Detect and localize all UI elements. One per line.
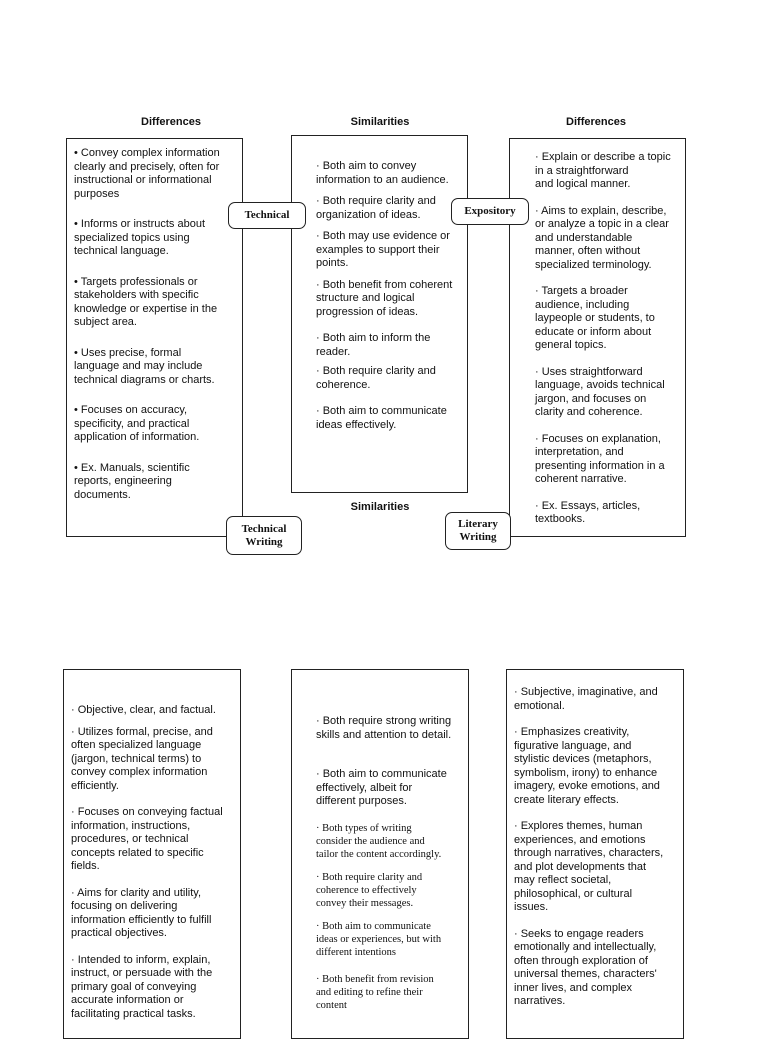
- list-item: · Uses straightforward language, avoids technical jargon, and focuses on clarity and coherence.: [535, 365, 665, 418]
- list-item: · Both aim to convey information to an audience.: [316, 160, 449, 186]
- serif-items-group: [316, 822, 462, 1012]
- technical-tag: Technical: [228, 202, 306, 229]
- list-item: · Both require strong writing skills and attention to detail.: [316, 715, 452, 741]
- list-item: · Targets a broader audience, including laypeople or students, to educate or inform about general topics.: [535, 285, 655, 351]
- list-item: · Aims to explain, describe, or analyze a topic in a clear and understandable manner, often without specialized terminology.: [535, 204, 669, 271]
- heading-similarities-top: Similarities: [350, 116, 410, 128]
- list-item: • Ex. Manuals, scientific reports, engineering documents.: [74, 461, 190, 501]
- list-item: · Explores themes, human experiences, and emotions through narratives, characters, and plot developments that may reflect societal, philosophical, or cultural issues.: [514, 820, 664, 913]
- list-item: · Both aim to communicate effectively, albeit for different purposes.: [316, 768, 447, 807]
- list-item: · Intended to inform, explain, instruct, or persuade with the primary goal of conveying accurate information or facilitating practical tasks.: [71, 953, 213, 1020]
- shared-traits-box: [291, 669, 469, 1039]
- expository-differences-box: [509, 138, 686, 537]
- heading-differences-left: Differences: [141, 116, 201, 128]
- list-item: · Emphasizes creativity, figurative language, and stylistic devices (metaphors, symbolism, irony) to enhance imagery, evoke emotions, and create literary effects.: [514, 726, 660, 806]
- list-item: • Informs or instructs about specialized topics using technical language.: [74, 218, 206, 257]
- list-item: • Focuses on accuracy, specificity, and practical application of information.: [74, 404, 200, 443]
- list-item: · Both benefit from coherent structure and logical progression of ideas.: [316, 278, 453, 318]
- technical-writing-tag: Technical Writing: [226, 516, 302, 555]
- list-item: · Seeks to engage readers emotionally and intellectually, often through exploration of universal themes, characters' inner lives, and complex narratives.: [514, 927, 657, 1007]
- technical-differences-box: [66, 138, 243, 537]
- list-item: · Focuses on explanation, interpretation, and presenting information in a coherent narrative.: [535, 432, 665, 485]
- list-item: · Both aim to communicate ideas or experiences, but with different intentions: [316, 920, 442, 958]
- list-item: · Both require clarity and coherence.: [316, 365, 436, 391]
- expository-tag: Expository: [451, 198, 529, 225]
- literary-writing-box: [506, 669, 684, 1039]
- list-item: • Convey complex information clearly and precisely, often for instructional or informational purposes: [74, 147, 220, 200]
- list-item: · Both aim to communicate ideas effectively.: [316, 405, 447, 431]
- list-item: · Ex. Essays, articles, textbooks.: [535, 499, 641, 525]
- list-item: · Both may use evidence or examples to support their points.: [316, 230, 450, 269]
- list-item: · Explain or describe a topic in a straightforward and logical manner.: [535, 151, 671, 190]
- list-item: · Utilizes formal, precise, and often specialized language (jargon, technical terms) to convey complex information efficiently.: [71, 725, 213, 792]
- list-item: · Subjective, imaginative, and emotional.: [514, 686, 658, 712]
- list-item: • Targets professionals or stakeholders with specific knowledge or expertise in the subject area.: [74, 275, 218, 328]
- list-item: · Both types of writing consider the audience and tailor the content accordingly.: [316, 822, 442, 860]
- list-item: · Both aim to inform the reader.: [316, 332, 431, 358]
- list-item: · Focuses on conveying factual information, instructions, procedures, or technical concepts related to specific fields.: [71, 806, 223, 872]
- heading-differences-right: Differences: [566, 116, 626, 128]
- heading-similarities-bottom: Similarities: [350, 501, 410, 513]
- list-item: · Both require clarity and coherence to effectively convey their messages.: [316, 871, 423, 909]
- technical-writing-box: [63, 669, 241, 1039]
- list-item: · Objective, clear, and factual.: [71, 704, 216, 716]
- list-item: · Aims for clarity and utility, focusing on delivering information efficiently to fulfill practical objectives.: [71, 886, 212, 939]
- list-item: • Uses precise, formal language and may include technical diagrams or charts.: [74, 346, 215, 386]
- similarities-box: [291, 135, 468, 493]
- list-item: · Both require clarity and organization of ideas.: [316, 195, 436, 221]
- list-item: · Both benefit from revision and editing to refine their content: [316, 973, 434, 1011]
- literary-writing-tag: Literary Writing: [445, 512, 511, 550]
